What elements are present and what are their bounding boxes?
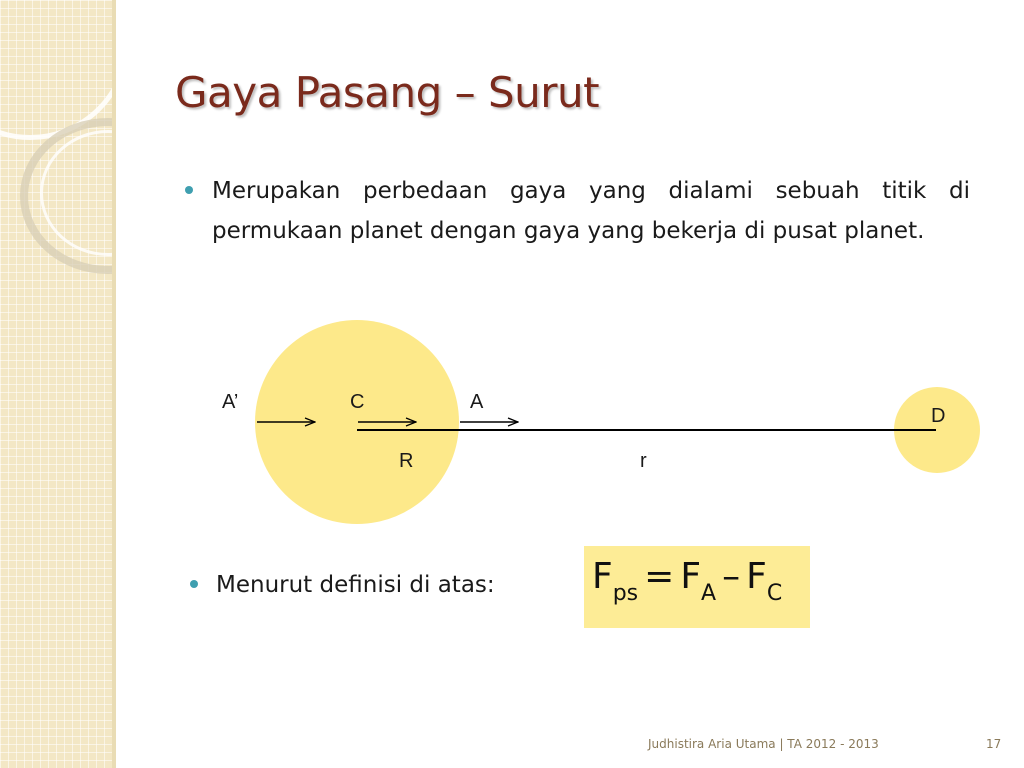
formula-sub-a: A <box>701 581 717 606</box>
label-a-prime: A’ <box>222 391 239 413</box>
formula-minus: – <box>722 556 741 597</box>
slide-title: Gaya Pasang – Surut <box>175 68 600 117</box>
formula-equals: = <box>644 556 675 597</box>
label-d: D <box>931 405 946 427</box>
footer-author: Judhistira Aria Utama | TA 2012 - 2013 <box>648 737 879 751</box>
formula-f-c: F <box>746 556 767 597</box>
label-c: C <box>350 391 365 413</box>
label-small-r: r <box>640 450 647 472</box>
tidal-force-formula <box>592 556 782 606</box>
bullet-text-definition: Merupakan perbedaan gaya yang dialami sebuah titik di permukaan planet dengan gaya yang bekerja di pusat planet. <box>212 178 970 244</box>
formula-sub-c: C <box>766 581 783 606</box>
formula-f-a: F <box>680 556 702 597</box>
page-number: 17 <box>986 737 1002 751</box>
bullet-icon <box>190 580 198 588</box>
formula-f-ps: F <box>592 556 613 597</box>
label-big-r: R <box>399 450 414 472</box>
formula-sub-ps: ps <box>612 581 639 606</box>
bullet-text-formula-intro: Menurut definisi di atas: <box>216 572 495 598</box>
label-a: A <box>470 391 484 413</box>
